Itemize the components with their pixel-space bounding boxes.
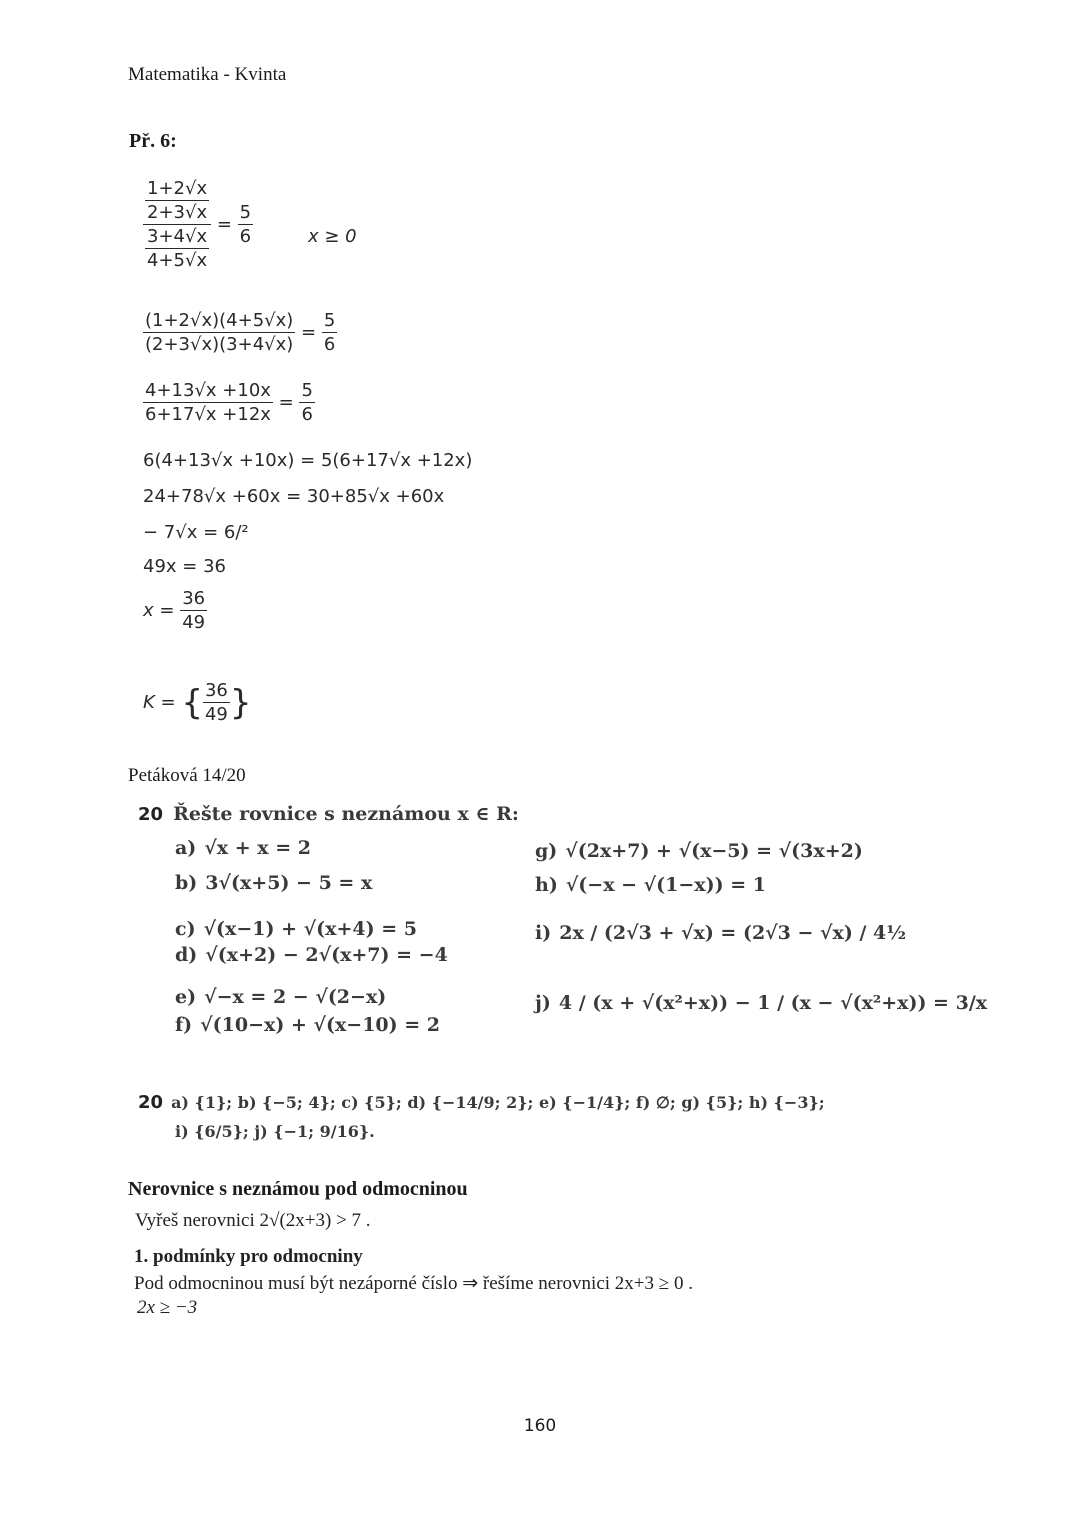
inner-den-1: 2+3√x [147, 202, 208, 223]
exercise-item-i: i) 2x / (2√3 + √x) = (2√3 − √x) / 4½ [535, 922, 907, 944]
step1-equation: $\frac{\frac{1+2√x}{2+3√x}}{\frac{3+4√x}{4+5√x}}$ = $\frac{5}{6}$ [143, 180, 253, 270]
step3-equation: $\frac{4+13√x +10x}{6+17√x +12x}$ = $\frac{5}{6}$ [145, 380, 313, 425]
step6-line: − 7√x = 6/² [143, 522, 249, 543]
page-number: 160 [523, 1416, 557, 1436]
example-title: Př. 6: [129, 130, 177, 152]
page-header: Matematika - Kvinta [128, 64, 287, 85]
domain-condition: x ≥ 0 [308, 226, 357, 247]
step5-line: 24+78√x +60x = 30+85√x +60x [143, 486, 445, 507]
exercise-item-a: a) √x + x = 2 [175, 837, 311, 859]
compound-fraction [143, 180, 211, 270]
result-set: K = { $\frac{36}{49}$ } [143, 680, 252, 725]
explanation-text: Pod odmocninou musí být nezáporné číslo ⇒ řešíme nerovnici 2x+3 ≥ 0 . [134, 1273, 693, 1294]
exercise-item-c: c) √(x−1) + √(x+4) = 5 [175, 918, 417, 940]
exercise-item-d: d) √(x+2) − 2√(x+7) = −4 [175, 944, 448, 966]
step2-equation: $\frac{(1+2√x)(4+5√x)}{(2+3√x)(3+4√x)}$ = $\frac{5}{6}$ [145, 310, 336, 355]
inequality-line: 2x ≥ −3 [137, 1297, 198, 1318]
inner-num-2: 3+4√x [147, 226, 208, 247]
task-text: Vyřeš nerovnici 2√(2x+3) > 7 . [135, 1210, 371, 1231]
subheading: 1. podmínky pro odmocniny [134, 1246, 363, 1267]
exercise-item-j: j) 4 / (x + √(x²+x)) − 1 / (x − √(x²+x)) = 3/x [535, 992, 988, 1014]
answers-line-1: 20 a) {1}; b) {−5; 4}; c) {5}; d) {−14/9; 2}; e) {−1/4}; f) ∅; g) {5}; h) {−3}; [138, 1092, 825, 1113]
step4-line: 6(4+13√x +10x) = 5(6+17√x +12x) [143, 450, 473, 471]
section-heading: Nerovnice s neznámou pod odmocninou [128, 1178, 468, 1200]
exercise-item-e: e) √−x = 2 − √(2−x) [175, 986, 387, 1008]
exercise-item-g: g) √(2x+7) + √(x−5) = √(3x+2) [535, 840, 863, 862]
source-reference: Petáková 14/20 [128, 765, 246, 786]
answers-line-2: i) {6/5}; j) {−1; 9/16}. [175, 1122, 375, 1141]
exercise-item-f: f) √(10−x) + √(x−10) = 2 [175, 1014, 441, 1036]
step8-equation: x = $\frac{36}{49}$ [143, 588, 206, 633]
inner-den-2: 4+5√x [147, 250, 208, 271]
inner-num-1: 1+2√x [147, 178, 208, 199]
exercise-item-b: b) 3√(x+5) − 5 = x [175, 872, 373, 894]
exercise-header: 20 Řešte rovnice s neznámou x ∈ R: [138, 803, 519, 825]
exercise-item-h: h) √(−x − √(1−x)) = 1 [535, 874, 766, 896]
step7-line: 49x = 36 [143, 556, 226, 577]
